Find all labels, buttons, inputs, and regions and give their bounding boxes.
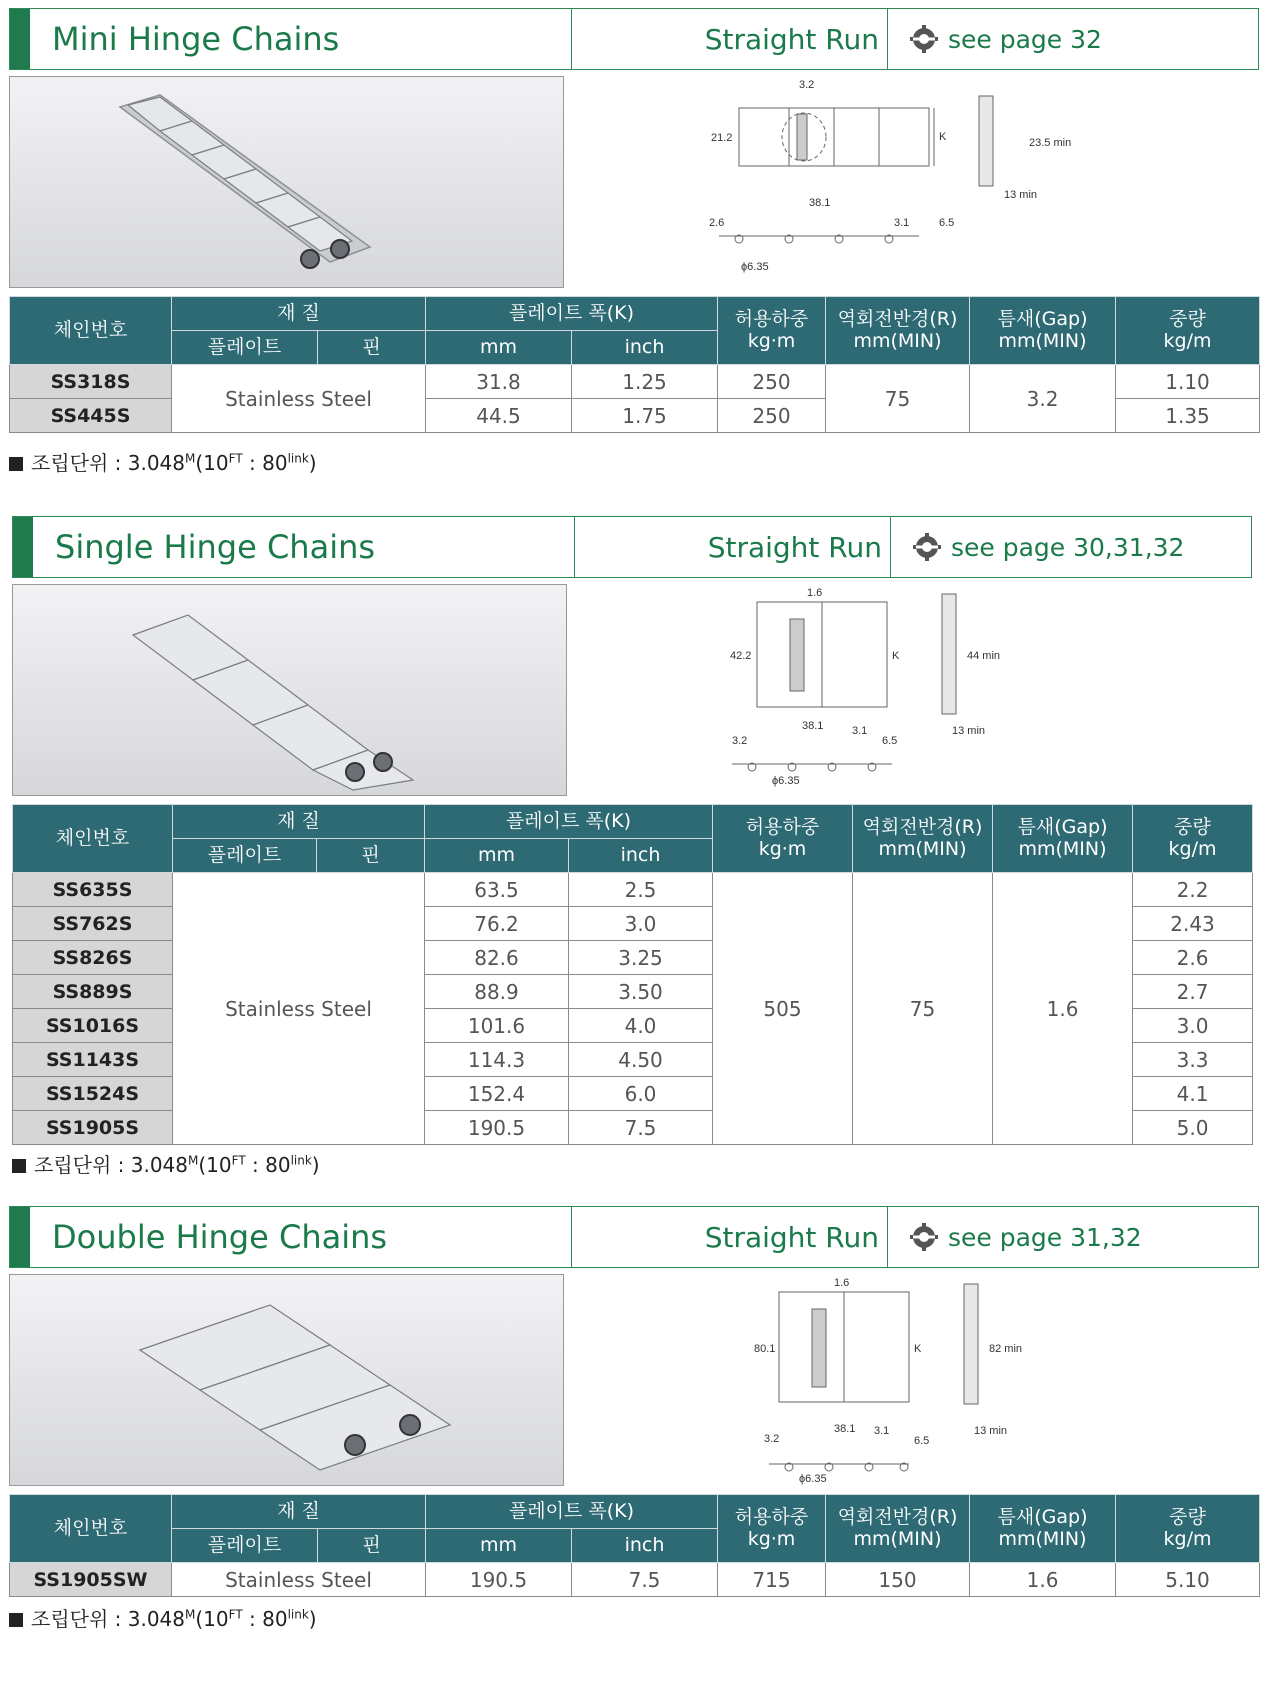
weight-cell: 4.1 — [1133, 1077, 1253, 1111]
technical-drawing — [709, 1274, 1129, 1486]
dim-label: 38.1 — [802, 720, 824, 732]
section-header — [9, 8, 1259, 70]
dim-label: 38.1 — [809, 197, 831, 209]
section-mini-hinge — [9, 8, 1259, 476]
gap-cell: 1.6 — [970, 1563, 1116, 1597]
weight-cell: 1.10 — [1116, 365, 1260, 399]
th-mm: mm — [426, 1529, 572, 1563]
material-cell: Stainless Steel — [172, 365, 426, 433]
th-mm: mm — [425, 839, 569, 873]
dim-label: 6.5 — [882, 735, 898, 747]
dim-label: 23.5 min — [1029, 137, 1072, 149]
gap-cell: 3.2 — [970, 365, 1116, 433]
see-page-link[interactable] — [888, 9, 1258, 69]
section-title: Double Hinge Chains — [30, 1207, 572, 1267]
th-pin: 핀 — [318, 1529, 426, 1563]
weight-cell: 3.0 — [1133, 1009, 1253, 1043]
assembly-note: 조립단위 : $3.048^M(10^{FT}$ : $80^{link}$) — [9, 447, 1259, 476]
inch-cell: 3.50 — [569, 975, 713, 1009]
product-photo — [9, 1274, 564, 1486]
radius-cell: 75 — [853, 873, 993, 1145]
chain-code: SS1016S — [13, 1009, 173, 1043]
dim-label: 3.1 — [852, 725, 868, 737]
th-plate: 플레이트 — [172, 331, 318, 365]
th-gap: 틈새(Gap) mm(MIN) — [993, 805, 1133, 873]
th-plate: 플레이트 — [172, 1529, 318, 1563]
weight-cell: 3.3 — [1133, 1043, 1253, 1077]
dim-label: 1.6 — [807, 587, 823, 599]
th-load: 허용하중 kg·m — [718, 1495, 826, 1563]
load-cell: 250 — [718, 365, 826, 399]
mm-cell: 63.5 — [425, 873, 569, 907]
material-cell: Stainless Steel — [173, 873, 425, 1145]
chain-code: SS445S — [10, 399, 172, 433]
chain-code: SS635S — [13, 873, 173, 907]
assembly-note: 조립단위 : $3.048^M(10^{FT}$ : $80^{link}$) — [12, 1149, 1252, 1178]
dim-label: 6.5 — [939, 217, 955, 229]
see-page-text: see page 31,32 — [948, 1222, 1142, 1252]
th-material: 재 질 — [173, 805, 425, 839]
th-pin: 핀 — [318, 331, 426, 365]
section-header — [9, 1206, 1259, 1268]
inch-cell: 7.5 — [572, 1563, 718, 1597]
table-row — [10, 1563, 1260, 1597]
th-mm: mm — [426, 331, 572, 365]
see-page-link[interactable] — [891, 517, 1251, 577]
dim-label: 38.1 — [834, 1423, 856, 1435]
radius-cell: 75 — [826, 365, 970, 433]
mm-cell: 190.5 — [426, 1563, 572, 1597]
th-gap: 틈새(Gap) mm(MIN) — [970, 1495, 1116, 1563]
product-photo — [12, 584, 567, 796]
th-code: 체인번호 — [10, 297, 172, 365]
section-double-hinge — [9, 1206, 1259, 1632]
section-header — [12, 516, 1252, 578]
dim-label: 3.2 — [764, 1433, 780, 1445]
weight-cell: 2.7 — [1133, 975, 1253, 1009]
mm-cell: 88.9 — [425, 975, 569, 1009]
chain-code: SS1143S — [13, 1043, 173, 1077]
th-plate: 플레이트 — [173, 839, 317, 873]
th-radius: 역회전반경(R) mm(MIN) — [826, 1495, 970, 1563]
th-code: 체인번호 — [10, 1495, 172, 1563]
run-type: Straight Run — [572, 1207, 888, 1267]
th-load: 허용하중 kg·m — [718, 297, 826, 365]
gear-icon — [913, 533, 941, 561]
dim-label: 44 min — [967, 650, 1001, 662]
see-page-link[interactable] — [888, 1207, 1258, 1267]
material-cell: Stainless Steel — [172, 1563, 426, 1597]
run-type: Straight Run — [575, 517, 891, 577]
inch-cell: 3.25 — [569, 941, 713, 975]
th-width: 플레이트 폭(K) — [426, 1495, 718, 1529]
spec-table — [12, 804, 1253, 1145]
chain-code: SS889S — [13, 975, 173, 1009]
table-row — [13, 873, 1253, 907]
th-weight: 중량 kg/m — [1116, 297, 1260, 365]
dim-label: 3.1 — [894, 217, 910, 229]
dim-label: ϕ6.35 — [799, 1473, 827, 1485]
bullet-square-icon — [9, 457, 23, 471]
th-weight: 중량 kg/m — [1116, 1495, 1260, 1563]
mm-cell: 82.6 — [425, 941, 569, 975]
dim-label: 82 min — [989, 1343, 1023, 1355]
bullet-square-icon — [9, 1613, 23, 1627]
mm-cell: 31.8 — [426, 365, 572, 399]
accent-bar — [10, 1207, 30, 1267]
dim-label: ϕ6.35 — [741, 261, 769, 273]
weight-cell: 2.2 — [1133, 873, 1253, 907]
accent-bar — [13, 517, 33, 577]
weight-cell: 2.6 — [1133, 941, 1253, 975]
th-radius: 역회전반경(R) mm(MIN) — [853, 805, 993, 873]
inch-cell: 1.25 — [572, 365, 718, 399]
load-cell: 715 — [718, 1563, 826, 1597]
th-code: 체인번호 — [13, 805, 173, 873]
run-type: Straight Run — [572, 9, 888, 69]
inch-cell: 4.0 — [569, 1009, 713, 1043]
th-load: 허용하중 kg·m — [713, 805, 853, 873]
chain-code: SS762S — [13, 907, 173, 941]
dim-label: 3.2 — [799, 79, 815, 91]
th-pin: 핀 — [317, 839, 425, 873]
section-title: Mini Hinge Chains — [30, 9, 572, 69]
mm-cell: 152.4 — [425, 1077, 569, 1111]
product-photo — [9, 76, 564, 288]
th-gap: 틈새(Gap) mm(MIN) — [970, 297, 1116, 365]
chain-code: SS318S — [10, 365, 172, 399]
inch-cell: 6.0 — [569, 1077, 713, 1111]
accent-bar — [10, 9, 30, 69]
dim-label: 42.2 — [730, 650, 752, 662]
radius-cell: 150 — [826, 1563, 970, 1597]
weight-cell: 5.10 — [1116, 1563, 1260, 1597]
gap-cell: 1.6 — [993, 873, 1133, 1145]
inch-cell: 7.5 — [569, 1111, 713, 1145]
th-material: 재 질 — [172, 297, 426, 331]
gear-icon — [910, 25, 938, 53]
dim-label: K — [914, 1343, 922, 1355]
inch-cell: 3.0 — [569, 907, 713, 941]
section-title: Single Hinge Chains — [33, 517, 575, 577]
dim-label: K — [892, 650, 900, 662]
chain-code: SS1524S — [13, 1077, 173, 1111]
mm-cell: 190.5 — [425, 1111, 569, 1145]
assembly-note: 조립단위 : $3.048^M(10^{FT}$ : $80^{link}$) — [9, 1603, 1259, 1632]
th-inch: inch — [572, 1529, 718, 1563]
th-inch: inch — [572, 331, 718, 365]
dim-label: 21.2 — [711, 132, 733, 144]
th-width: 플레이트 폭(K) — [426, 297, 718, 331]
dim-label: 1.6 — [834, 1277, 850, 1289]
bullet-square-icon — [12, 1159, 26, 1173]
dim-label: 3.1 — [874, 1425, 890, 1437]
mm-cell: 76.2 — [425, 907, 569, 941]
th-width: 플레이트 폭(K) — [425, 805, 713, 839]
dim-label: 13 min — [974, 1425, 1008, 1437]
inch-cell: 2.5 — [569, 873, 713, 907]
technical-drawing — [709, 76, 1129, 288]
dim-label: 13 min — [952, 725, 986, 737]
dim-label: 80.1 — [754, 1343, 776, 1355]
chain-code: SS826S — [13, 941, 173, 975]
section-single-hinge — [12, 516, 1252, 1178]
dim-label: ϕ6.35 — [772, 775, 800, 787]
dim-label: 6.5 — [914, 1435, 930, 1447]
mm-cell: 101.6 — [425, 1009, 569, 1043]
weight-cell: 2.43 — [1133, 907, 1253, 941]
chain-code: SS1905S — [13, 1111, 173, 1145]
spec-table — [9, 296, 1260, 433]
load-cell: 505 — [713, 873, 853, 1145]
dim-label: 13 min — [1004, 189, 1038, 201]
weight-cell: 5.0 — [1133, 1111, 1253, 1145]
chain-code: SS1905SW — [10, 1563, 172, 1597]
th-material: 재 질 — [172, 1495, 426, 1529]
inch-cell: 1.75 — [572, 399, 718, 433]
inch-cell: 4.50 — [569, 1043, 713, 1077]
th-weight: 중량 kg/m — [1133, 805, 1253, 873]
mm-cell: 114.3 — [425, 1043, 569, 1077]
th-inch: inch — [569, 839, 713, 873]
gear-icon — [910, 1223, 938, 1251]
spec-table — [9, 1494, 1260, 1597]
technical-drawing — [712, 584, 1132, 796]
see-page-text: see page 32 — [948, 24, 1102, 54]
table-row — [10, 365, 1260, 399]
dim-label: 2.6 — [709, 217, 725, 229]
th-radius: 역회전반경(R) mm(MIN) — [826, 297, 970, 365]
mm-cell: 44.5 — [426, 399, 572, 433]
dim-label: K — [939, 131, 947, 143]
weight-cell: 1.35 — [1116, 399, 1260, 433]
load-cell: 250 — [718, 399, 826, 433]
see-page-text: see page 30,31,32 — [951, 532, 1185, 562]
dim-label: 3.2 — [732, 735, 748, 747]
